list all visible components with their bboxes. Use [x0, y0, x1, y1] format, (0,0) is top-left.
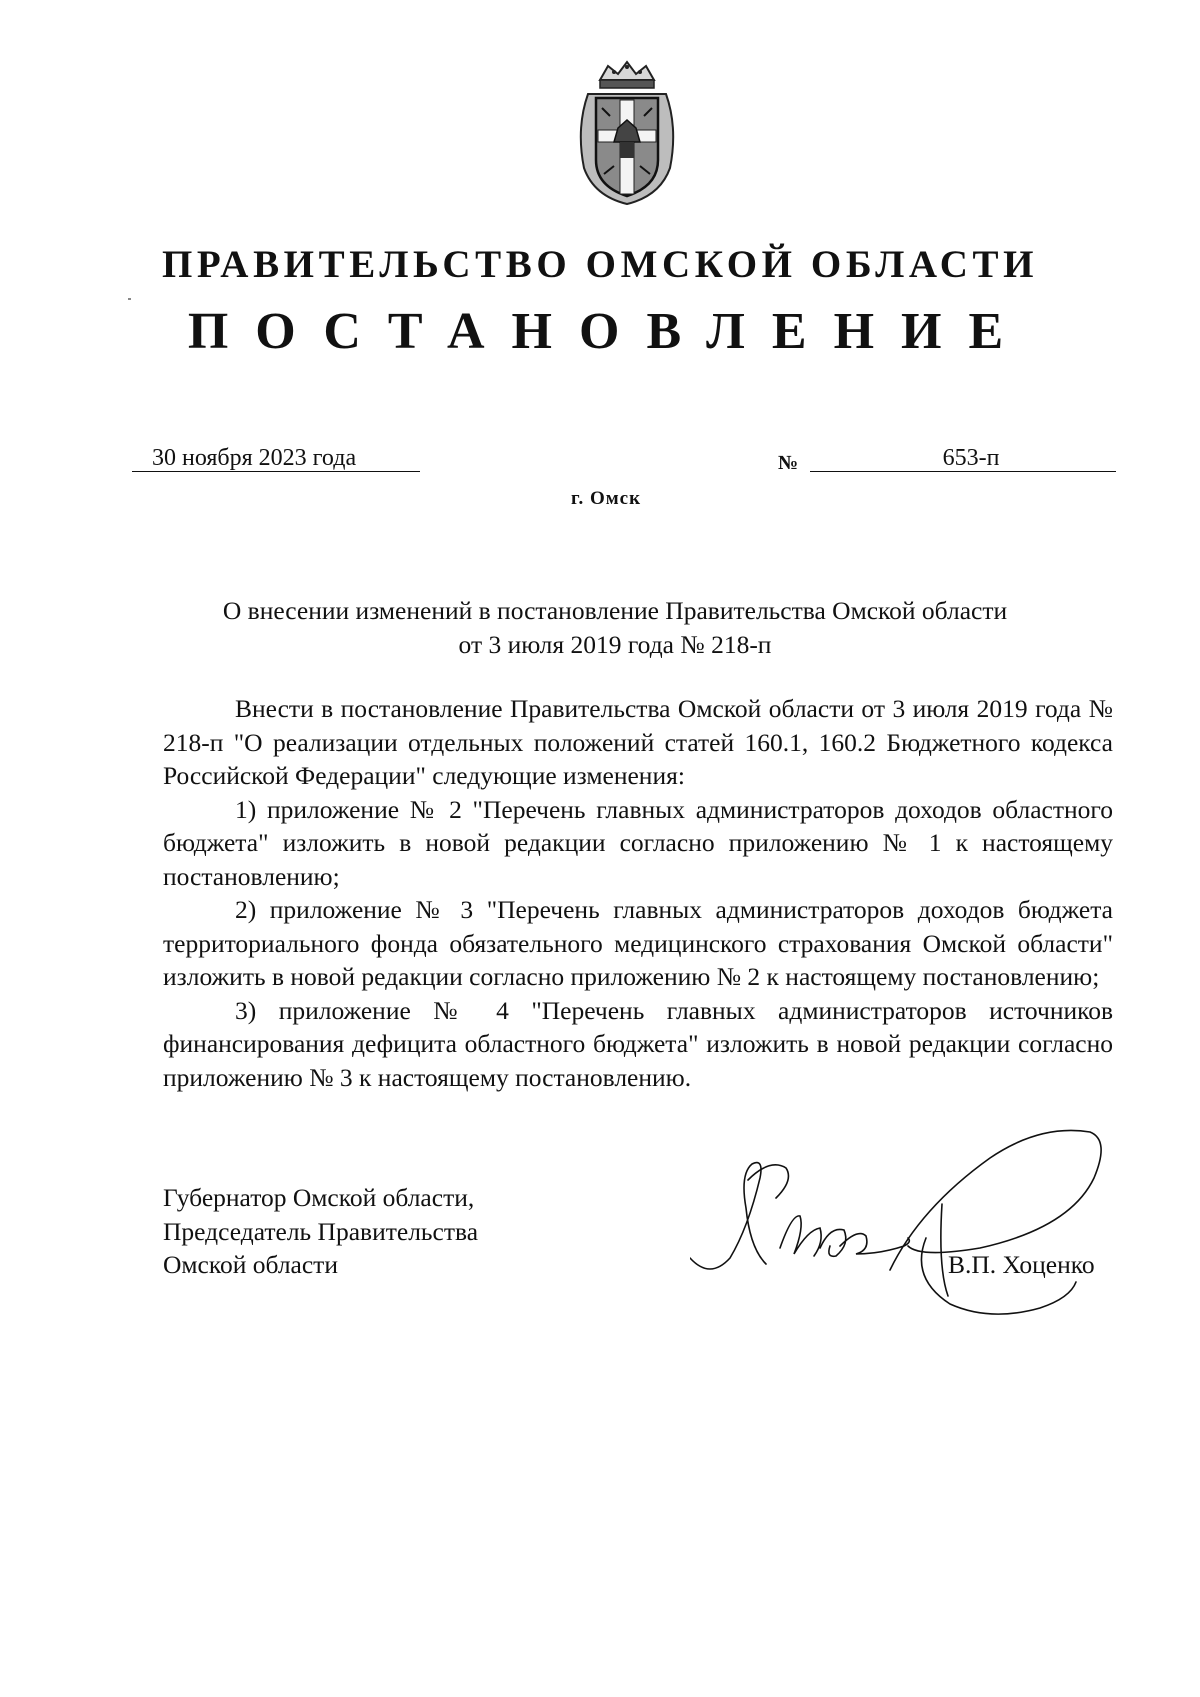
subject-line-2: от 3 июля 2019 года № 218-п — [458, 630, 772, 659]
document-date: 30 ноября 2023 года — [132, 444, 420, 472]
body-paragraph: 1) приложение № 2 "Перечень главных администраторов доходов областного бюджета" изложить в новой редакции согласно приложению № 1 к настоящему постановлению; — [163, 794, 1113, 891]
body-paragraph: Внести в постановление Правительства Омской области от 3 июля 2019 года № 218-п "О реализации отдельных положений статей 160.1, 160.2 Бюджетного кодекса Российской Федерации" следующие изменения: — [163, 694, 1113, 790]
handwritten-signature-icon — [690, 1118, 1110, 1328]
signatory-title — [163, 1181, 478, 1282]
signatory-title-line: Губернатор Омской области, — [163, 1183, 475, 1212]
subject-line-1: О внесении изменений в постановление Правительства Омской области — [222, 596, 1008, 625]
document-body — [163, 692, 1113, 1094]
body-paragraph: 2) приложение № 3 "Перечень главных администраторов доходов бюджета территориального фонда обязательного медицинского страхования Омской области" изложить в новой редакции согласно приложению № 2 к настоящему постановлению; — [163, 895, 1113, 991]
coat-of-arms-icon — [570, 58, 684, 206]
document-subject — [150, 594, 1080, 662]
signatory-name: В.П. Хоценко — [948, 1250, 1095, 1279]
scan-artifact — [128, 298, 131, 300]
number-sign: № — [778, 452, 799, 474]
document-city: г. Омск — [570, 488, 642, 509]
signatory-title-line: Председатель Правительства — [163, 1216, 479, 1246]
government-title: ПРАВИТЕЛЬСТВО ОМСКОЙ ОБЛАСТИ — [161, 243, 1039, 286]
body-paragraph: 3) приложение № 4 "Перечень главных администраторов источников финансирования дефицита областного бюджета" изложить в новой редакции согласно приложению № 3 к настоящему постановлению. — [163, 995, 1113, 1092]
document-type-title: ПОСТАНОВЛЕНИЕ — [187, 303, 1031, 360]
document-number: 653-п — [810, 444, 1116, 472]
signatory-title-line: Омской области — [163, 1250, 338, 1279]
